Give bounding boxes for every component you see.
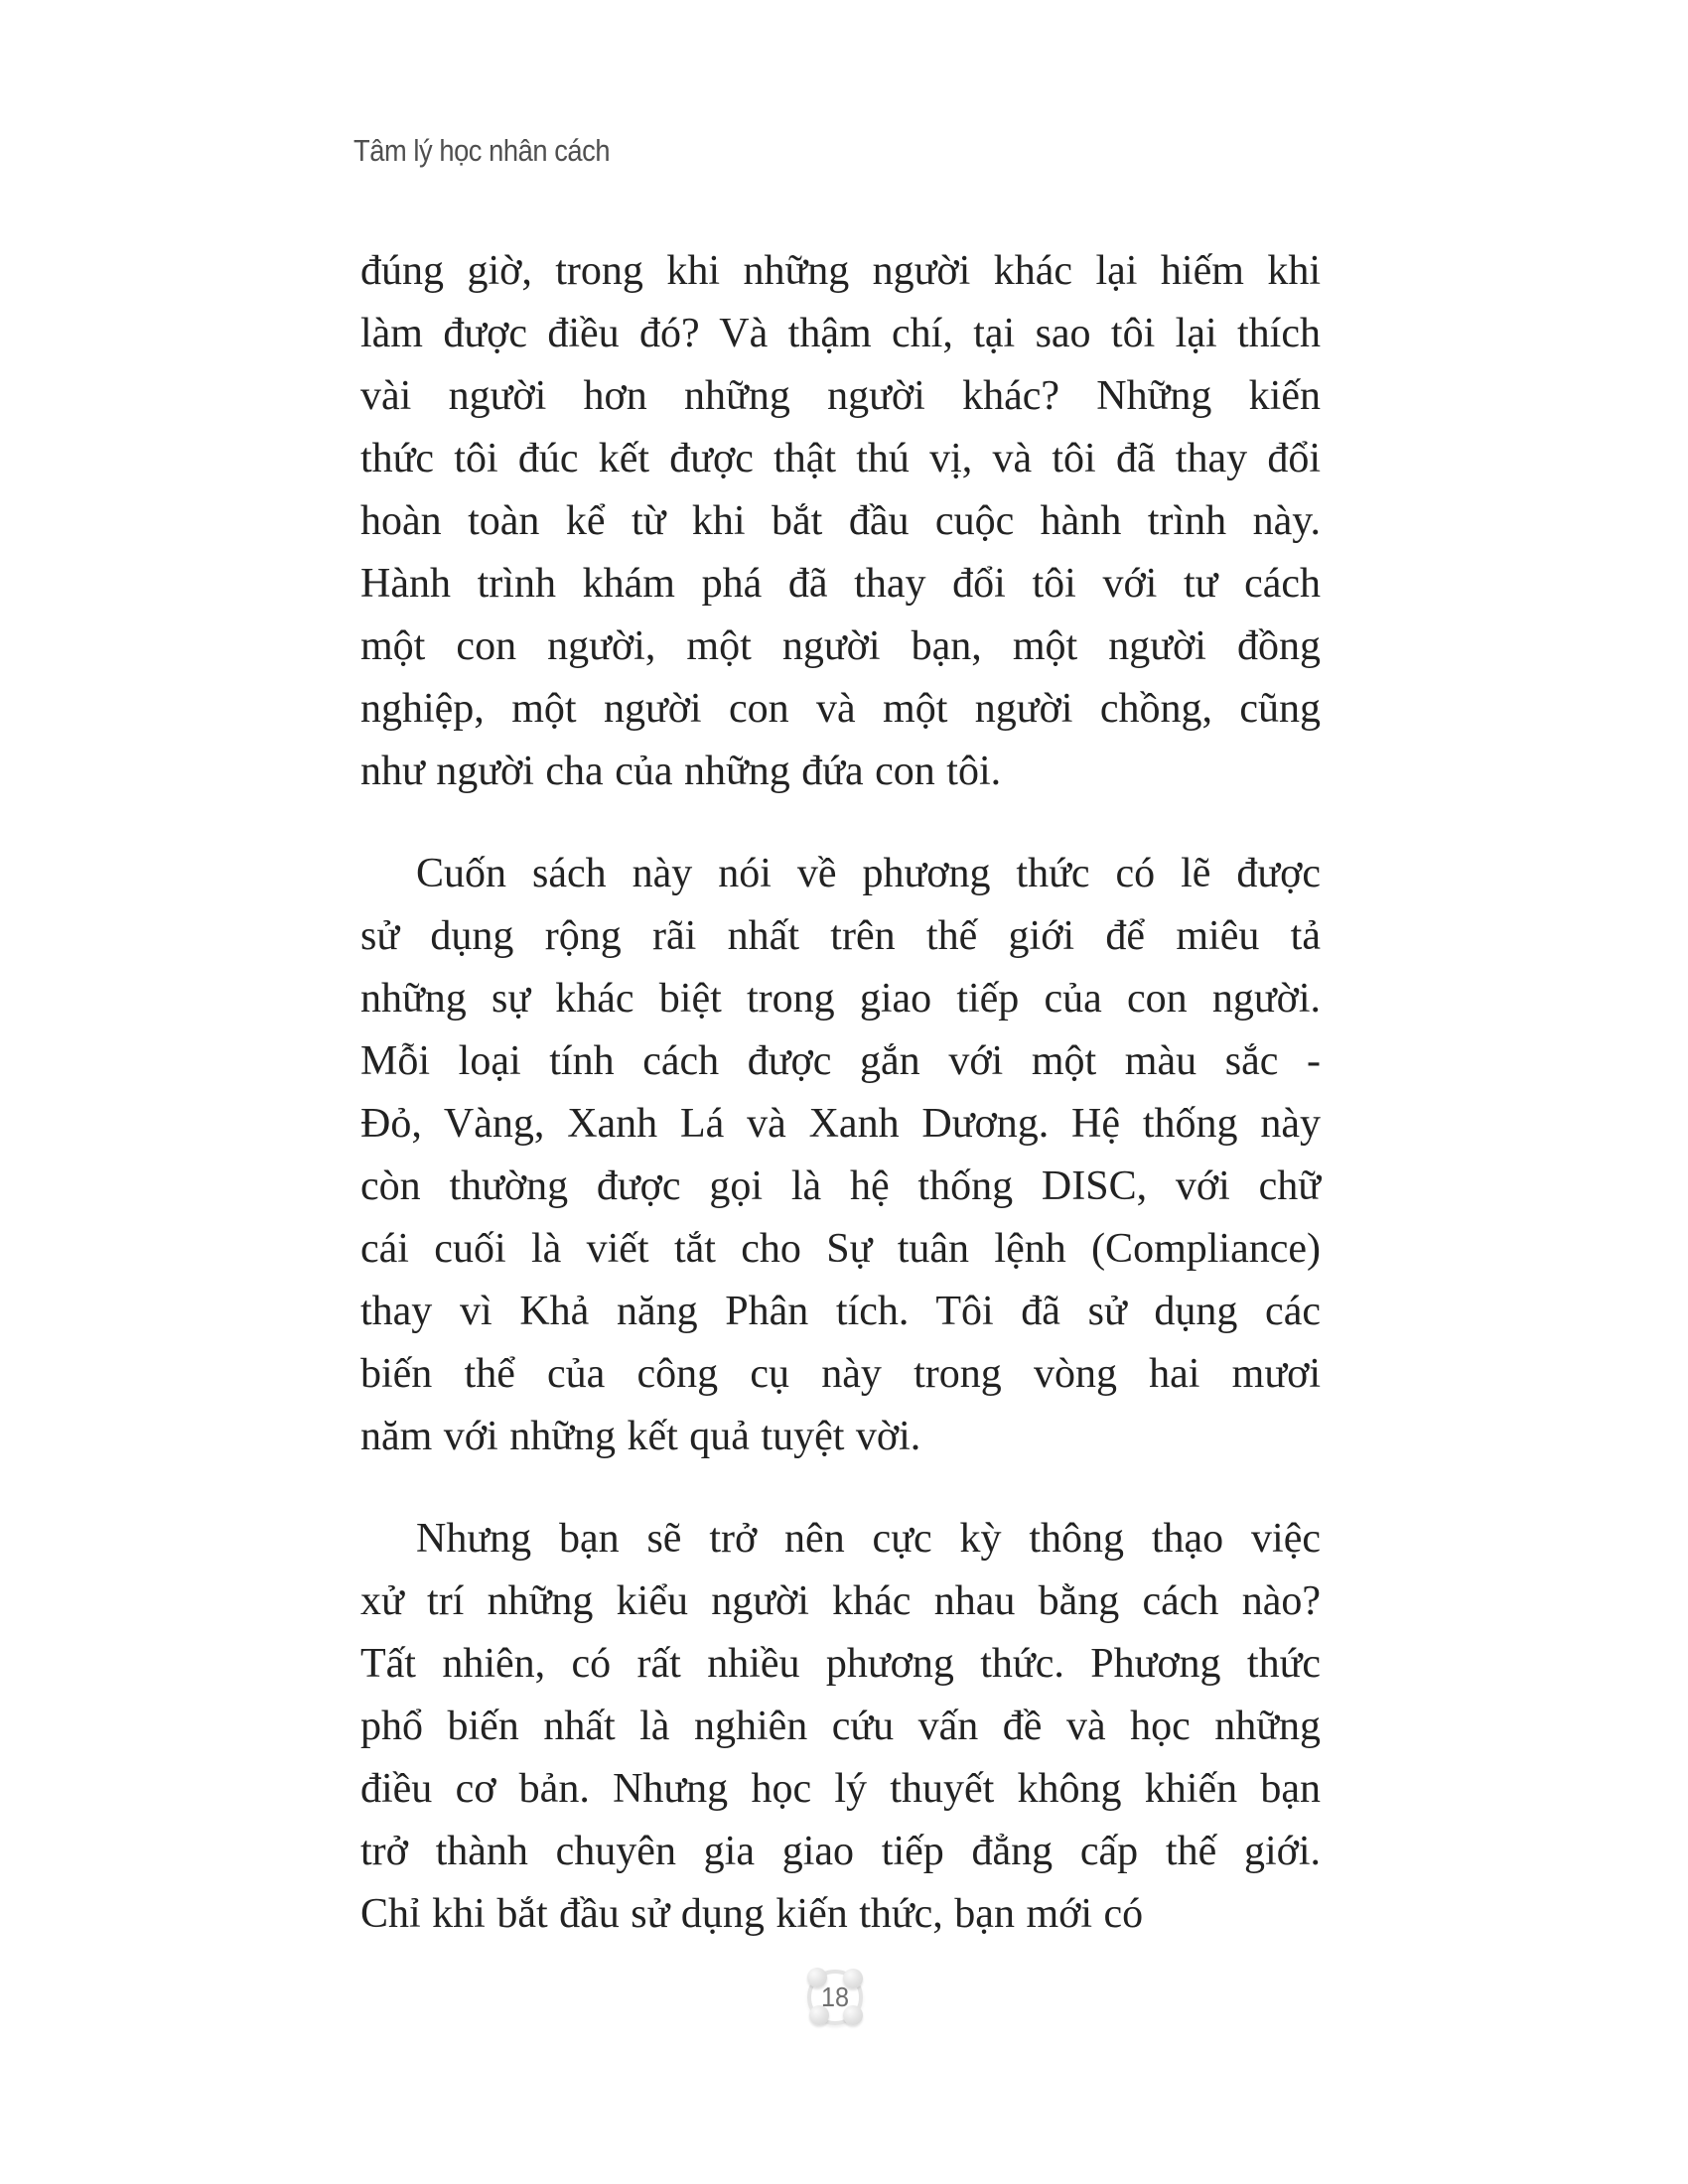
text-line: đúng giờ, trong khi những người khác lại hiếm khi [360, 248, 1321, 294]
running-head: Tâm lý học nhân cách [353, 133, 611, 168]
text-line: trở thành chuyên gia giao tiếp đẳng cấp thế giới. [360, 1829, 1321, 1874]
text-line: năm với những kết quả tuyệt vời. [360, 1414, 921, 1459]
text-line: sử dụng rộng rãi nhất trên thế giới để miêu tả [360, 913, 1321, 959]
text-line: xử trí những kiểu người khác nhau bằng cách nào? [360, 1578, 1321, 1624]
text-line: thay vì Khả năng Phân tích. Tôi đã sử dụng các [360, 1289, 1321, 1334]
text-line: còn thường được gọi là hệ thống DISC, với chữ [360, 1163, 1321, 1209]
page-number-ornament [804, 1967, 866, 2028]
text-line: thức tôi đúc kết được thật thú vị, và tôi đã thay đổi [360, 436, 1321, 481]
paragraph [360, 1508, 1321, 1946]
text-line: Nhưng bạn sẽ trở nên cực kỳ thông thạo việc [416, 1516, 1321, 1562]
text-line: Mỗi loại tính cách được gắn với một màu sắc - [360, 1038, 1321, 1084]
text-line: biến thể của công cụ này trong vòng hai mươi [360, 1351, 1321, 1397]
text-line: Chỉ khi bắt đầu sử dụng kiến thức, bạn mới có [360, 1891, 1144, 1937]
paragraph [360, 843, 1321, 1468]
page-number: 18 [820, 1981, 850, 2012]
text-line: một con người, một người bạn, một người đồng [360, 623, 1321, 669]
text-line: vài người hơn những người khác? Những kiến [360, 373, 1321, 419]
text-line: cái cuối là viết tắt cho Sự tuân lệnh (Compliance) [360, 1226, 1321, 1272]
text-line: nghiệp, một người con và một người chồng, cũng [360, 686, 1321, 732]
text-line: phổ biến nhất là nghiên cứu vấn đề và học những [360, 1704, 1321, 1749]
body-text [360, 240, 1321, 1946]
text-line: như người cha của những đứa con tôi. [360, 749, 1002, 794]
text-line: Hành trình khám phá đã thay đổi tôi với tư cách [360, 561, 1321, 607]
text-line: Cuốn sách này nói về phương thức có lẽ được [416, 851, 1321, 896]
text-line: Đỏ, Vàng, Xanh Lá và Xanh Dương. Hệ thống này [360, 1101, 1321, 1147]
text-line: những sự khác biệt trong giao tiếp của con người. [360, 976, 1321, 1022]
text-line: làm được điều đó? Và thậm chí, tại sao tôi lại thích [360, 311, 1321, 356]
text-line: hoàn toàn kể từ khi bắt đầu cuộc hành trình này. [360, 498, 1321, 544]
text-line: Tất nhiên, có rất nhiều phương thức. Phương thức [360, 1641, 1321, 1687]
text-line: điều cơ bản. Nhưng học lý thuyết không khiến bạn [360, 1766, 1321, 1812]
paragraph [360, 240, 1321, 803]
